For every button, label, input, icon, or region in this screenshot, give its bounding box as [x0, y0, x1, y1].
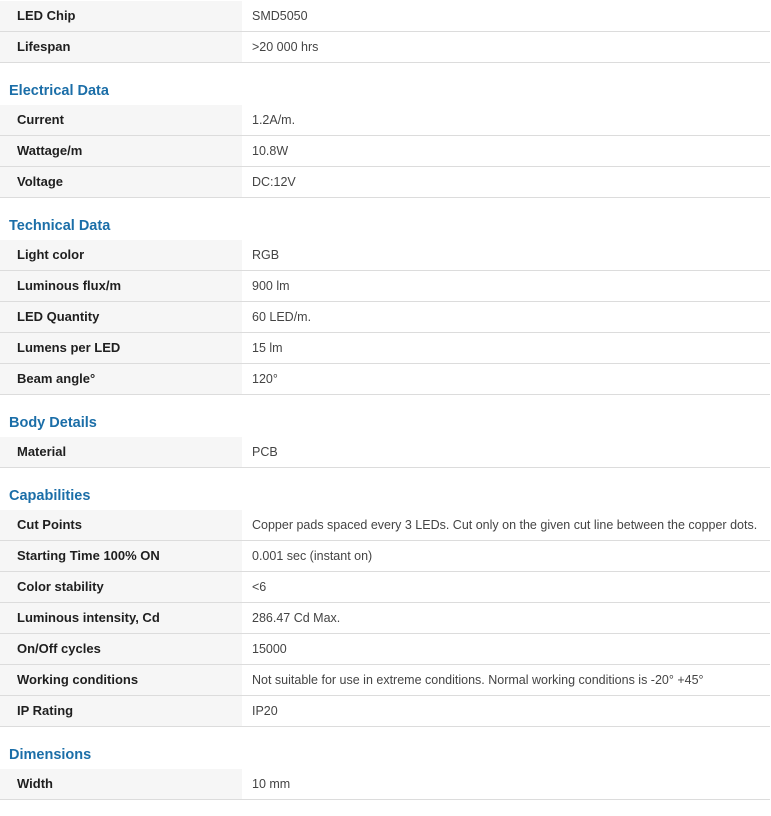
spec-row: [0, 136, 770, 167]
spec-value: DC:12V: [252, 175, 296, 189]
spec-value: <6: [252, 580, 267, 594]
spec-label: Lifespan: [0, 32, 242, 62]
section-heading: Capabilities: [9, 488, 91, 504]
spec-label: Lumens per LED: [0, 333, 242, 363]
spec-label: Current: [0, 105, 242, 135]
spec-label: Luminous intensity, Cd: [0, 603, 242, 633]
spec-label: Material: [0, 437, 242, 467]
spec-value: 0.001 sec (instant on): [252, 549, 373, 563]
spec-label: On/Off cycles: [0, 634, 242, 664]
spec-label: LED Quantity: [0, 302, 242, 332]
spec-value: IP20: [252, 704, 278, 718]
spec-value: RGB: [252, 248, 280, 262]
spec-value: 286.47 Cd Max.: [252, 611, 341, 625]
spec-row: [0, 105, 770, 136]
spec-row: [0, 665, 770, 696]
section-heading: Dimensions: [9, 747, 92, 763]
spec-value: 60 LED/m.: [252, 310, 312, 324]
spec-row: [0, 769, 770, 800]
spec-value: 15 lm: [252, 341, 283, 355]
spec-value: 10 mm: [252, 777, 291, 791]
spec-label: Voltage: [0, 167, 242, 197]
spec-row: [0, 333, 770, 364]
spec-value: >20 000 hrs: [252, 40, 319, 54]
spec-section-dimensions: [0, 727, 771, 800]
spec-row: [0, 634, 770, 665]
spec-row: [0, 240, 770, 271]
spec-section-capabilities: [0, 468, 771, 727]
spec-label: Beam angle°: [0, 364, 242, 394]
section-heading: Technical Data: [9, 218, 111, 234]
spec-value: 900 lm: [252, 279, 290, 293]
spec-label: Width: [0, 769, 242, 799]
spec-value: 120°: [252, 372, 278, 386]
spec-row: [0, 572, 770, 603]
section-heading: Electrical Data: [9, 83, 109, 99]
spec-label: Light color: [0, 240, 242, 270]
spec-section-body: [0, 395, 771, 468]
spec-label: IP Rating: [0, 696, 242, 726]
spec-row: [0, 302, 770, 333]
spec-value: 10.8W: [252, 144, 289, 158]
spec-row: [0, 510, 770, 541]
spec-value: 15000: [252, 642, 287, 656]
spec-label: Cut Points: [0, 510, 242, 540]
spec-row: [0, 696, 770, 727]
spec-row: [0, 167, 770, 198]
spec-section-general: [0, 1, 771, 63]
spec-label: Color stability: [0, 572, 242, 602]
spec-value: Copper pads spaced every 3 LEDs. Cut only on the given cut line between the copper dots.: [252, 518, 758, 532]
spec-section-electrical: [0, 63, 771, 198]
spec-label: Wattage/m: [0, 136, 242, 166]
spec-row: [0, 32, 770, 63]
spec-section-technical: [0, 198, 771, 395]
spec-label: Working conditions: [0, 665, 242, 695]
spec-row: [0, 603, 770, 634]
spec-row: [0, 1, 770, 32]
section-heading: Body Details: [9, 415, 97, 431]
spec-row: [0, 437, 770, 468]
spec-label: Luminous flux/m: [0, 271, 242, 301]
spec-value: PCB: [252, 445, 278, 459]
spec-label: LED Chip: [0, 1, 242, 31]
spec-row: [0, 541, 770, 572]
spec-label: Starting Time 100% ON: [0, 541, 242, 571]
spec-row: [0, 271, 770, 302]
spec-value: SMD5050: [252, 9, 308, 23]
spec-value: Not suitable for use in extreme conditions. Normal working conditions is -20° +45°: [252, 673, 704, 687]
spec-value: 1.2A/m.: [252, 113, 296, 127]
spec-row: [0, 364, 770, 395]
